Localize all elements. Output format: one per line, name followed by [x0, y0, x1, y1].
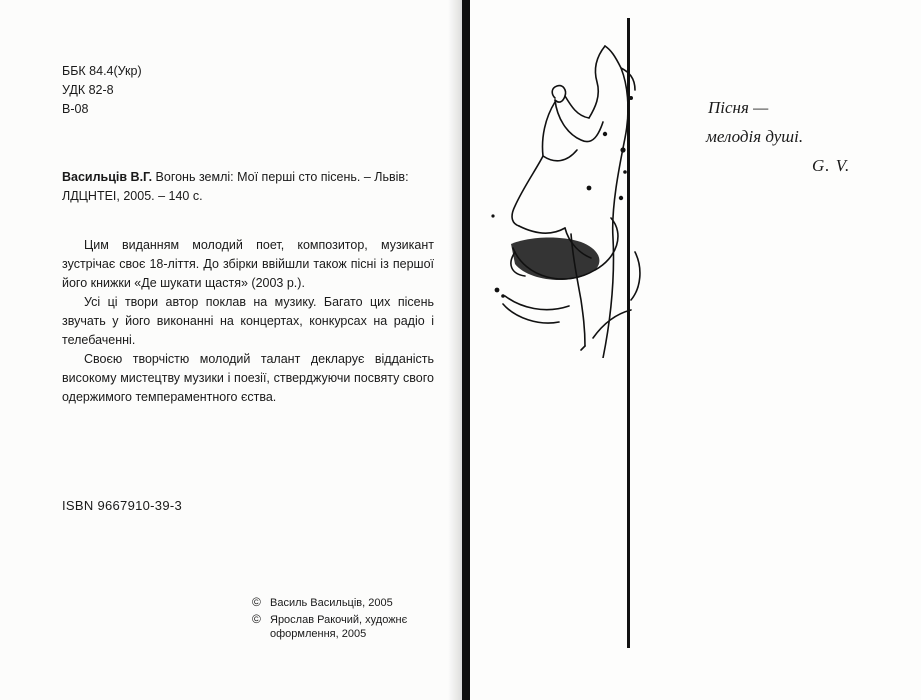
bibliographic-record — [62, 168, 427, 206]
copyright-block — [252, 596, 442, 641]
copyright-icon: © — [252, 595, 261, 609]
epigraph — [708, 93, 850, 180]
epigraph-line: мелодія душі. — [706, 127, 804, 146]
annotation-paragraph: Своєю творчістю молодий талант декларує відданість високому мистецтву музики і поезії, стверджуючи посвяту свого одержимого темпераментного єства. — [62, 352, 434, 404]
gutter-shadow — [448, 0, 462, 700]
bleed-through-text — [130, 28, 136, 54]
classification-codes — [62, 62, 142, 119]
copyright-text: Василь Васильців, 2005 — [270, 597, 393, 609]
author-name: Васильців В.Г. — [62, 170, 153, 184]
copyright-line-author — [252, 596, 442, 610]
udk-code: УДК 82-8 — [62, 83, 114, 97]
annotation-paragraph: Усі ці твори автор поклав на музику. Багато цих пісень звучать у його виконанні на концертах, конкурсах на радіо і телебаченні. — [62, 295, 434, 347]
book-gutter — [462, 0, 470, 700]
copyright-icon: © — [252, 612, 261, 626]
isbn: ISBN 9667910-39-3 — [62, 498, 183, 513]
annotation-paragraph: Цим виданням молодий поет, композитор, музикант зустрічає своє 18-ліття. До збірки ввійшли також пісні із першої його книжки «Де шукати щастя» (2003 р.). — [62, 238, 434, 290]
bibliographic-text: Вогонь землі: Мої перші сто пісень. – Львів: ЛДЦНТЕІ, 2005. – 140 с. — [62, 170, 409, 203]
epigraph-signature: G. V. — [812, 156, 851, 175]
copyright-line-illustrator — [252, 613, 442, 641]
epigraph-line: Пісня — — [708, 98, 769, 117]
author-mark: В-08 — [62, 102, 89, 116]
annotation — [62, 236, 434, 407]
copyright-text: Ярослав Ракочий, художнє оформлення, 2005 — [270, 614, 408, 640]
pegasus-rider-illustration — [485, 38, 645, 358]
bbk-code: ББК 84.4(Укр) — [62, 64, 142, 78]
